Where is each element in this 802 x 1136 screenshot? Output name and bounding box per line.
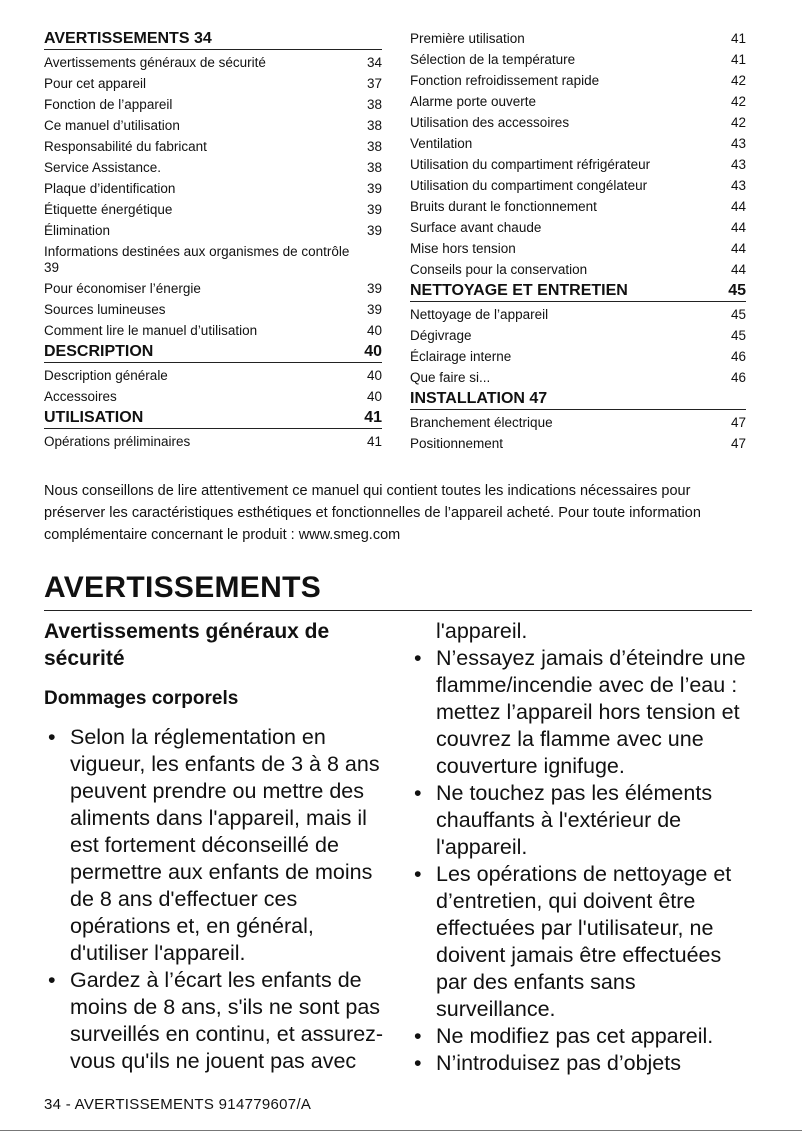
toc-label: Plaque d’identification [44,181,176,196]
toc-entry [44,115,382,136]
toc-entry [410,259,746,280]
toc-label: Branchement électrique [410,415,553,430]
toc-page-number: 46 [730,349,746,364]
toc-entry [44,278,382,299]
bullet-item [44,967,389,1075]
toc-label: Conseils pour la conservation [410,262,588,277]
body-column-left [44,618,389,1075]
toc-label: Mise hors tension [410,241,516,256]
toc-entry [410,433,746,454]
toc-page-number: 45 [730,328,746,343]
toc-label: Alarme porte ouverte [410,94,537,109]
toc-label: UTILISATION [44,409,144,426]
bullet-text: Ne touchez pas les éléments chauffants à l'extérieur de l'appareil. [436,781,713,859]
toc-entry [410,175,746,196]
bullet-item [44,724,389,967]
toc-page-number: 38 [366,160,382,175]
toc-page-number: 34 [366,55,382,70]
toc-page-number: 41 [364,409,382,426]
bullet-list-left [44,724,389,1075]
toc-entry [410,367,746,388]
toc-entry [44,220,382,241]
bottom-divider [0,1130,802,1131]
toc-entry [44,299,382,320]
bullet-dot-icon: • [414,862,422,886]
toc-label: Première utilisation [410,31,525,46]
bullet-dot-icon: • [48,968,56,992]
bullet-text: Gardez à l’écart les enfants de moins de 8 ans, s'ils ne sont pas surveillés en continu, et assurez-vous qu'ils ne jouent pas avec [70,968,384,1073]
toc-page-number: 40 [366,389,382,404]
bullet-text: N’essayez jamais d’éteindre une flamme/incendie avec de l’eau : mettez l’appareil hors tension et couvrez la flamme avec une couverture ignifuge. [436,646,746,778]
toc-entry [410,325,746,346]
toc-page-number: 40 [366,323,382,338]
toc-label: Service Assistance. [44,160,162,175]
toc-entry [44,94,382,115]
toc-section-heading [410,388,746,410]
toc-entry [44,199,382,220]
toc-page-number: 47 [730,415,746,430]
toc-label: Description générale [44,368,168,383]
toc-entry [44,241,382,278]
toc-entry [410,238,746,259]
toc-page-number: 44 [730,241,746,256]
bullet-dot-icon: • [414,781,422,805]
toc-page-number: 38 [366,118,382,133]
toc-entry [410,70,746,91]
toc-entry [44,73,382,94]
toc-label: Que faire si... [410,370,491,385]
toc-entry [44,431,382,452]
bullet-dot-icon: • [414,1051,422,1075]
toc-page-number: 40 [366,368,382,383]
body-column-right [410,618,755,1077]
bullet-continuation: l'appareil. [436,619,528,643]
toc-right-column [410,28,746,454]
bullet-text: N’introduisez pas d’objets [436,1051,681,1075]
toc-label: INSTALLATION 47 [410,390,548,407]
toc-entry [410,196,746,217]
toc-page-number: 42 [730,94,746,109]
bullet-item [410,1050,755,1077]
toc-page-number: 42 [730,115,746,130]
toc-entry [410,49,746,70]
toc-entry [410,217,746,238]
bullet-item [410,780,755,861]
section-title: AVERTISSEMENTS [44,568,752,611]
bullet-dot-icon: • [48,725,56,749]
bullet-list-right [410,645,755,1077]
toc-label: Utilisation du compartiment congélateur [410,178,648,193]
toc-entry [44,178,382,199]
toc-label: Dégivrage [410,328,472,343]
toc-section-heading [44,28,382,50]
toc-entry [410,154,746,175]
toc-label: Ce manuel d’utilisation [44,118,180,133]
toc-label: AVERTISSEMENTS 34 [44,30,212,47]
toc-label: Opérations préliminaires [44,434,191,449]
toc-page-number: 39 [366,223,382,238]
toc-page-number: 41 [366,434,382,449]
toc-page-number: 39 [366,281,382,296]
toc-label: Informations destinées aux organismes de contrôle 39 [44,244,350,275]
toc-page-number: 41 [730,52,746,67]
toc-label: DESCRIPTION [44,343,154,360]
toc-entry [410,346,746,367]
toc-section-heading [44,407,382,429]
section-subtitle: Avertissements généraux de sécurité [44,620,330,670]
toc-label: Pour cet appareil [44,76,147,91]
toc-entry [44,136,382,157]
toc-label: Fonction de l’appareil [44,97,173,112]
page-footer: 34 - AVERTISSEMENTS 914779607/A [44,1096,312,1113]
subheading: Dommages corporels [44,688,239,709]
toc-label: Pour économiser l’énergie [44,281,201,296]
toc-page-number: 45 [730,307,746,322]
toc-page-number: 44 [730,199,746,214]
toc-page-number: 37 [366,76,382,91]
toc-page-number: 39 [366,302,382,317]
toc-entry [410,28,746,49]
toc-label: Éclairage interne [410,349,512,364]
toc-label: Utilisation du compartiment réfrigérateur [410,157,651,172]
bullet-item [410,861,755,1023]
toc-label: NETTOYAGE ET ENTRETIEN [410,282,628,299]
bullet-text: Selon la réglementation en vigueur, les enfants de 3 à 8 ans peuvent prendre ou mettre des aliments dans l'appareil, mais il est fortement déconseillé de permettre aux enfants de moins de 8 ans d'effectuer ces opérations et, en général, d'utiliser l'appareil. [70,725,380,965]
bullet-text: Les opérations de nettoyage et d’entretien, qui doivent être effectuées par l'utilisateur, ne doivent jamais être effectuées par des enfants sans surveillance. [436,862,732,1021]
toc-entry [410,304,746,325]
toc-entry [44,365,382,386]
toc-entry [44,157,382,178]
toc-label: Positionnement [410,436,504,451]
toc-page-number: 43 [730,136,746,151]
toc-page-number: 39 [366,202,382,217]
bullet-text: Ne modifiez pas cet appareil. [436,1024,714,1048]
toc-entry [44,320,382,341]
toc-label: Fonction refroidissement rapide [410,73,600,88]
toc-page-number: 41 [730,31,746,46]
toc-label: Comment lire le manuel d’utilisation [44,323,258,338]
toc-section-heading [410,280,746,302]
bullet-dot-icon: • [414,646,422,670]
toc-label: Surface avant chaude [410,220,542,235]
toc-page-number: 44 [730,262,746,277]
toc-entry [44,386,382,407]
toc-page-number: 44 [730,220,746,235]
toc-entry [410,112,746,133]
toc-entry [44,52,382,73]
toc-label: Accessoires [44,389,117,404]
toc-entry [410,91,746,112]
toc-section-heading [44,341,382,363]
toc-page-number: 46 [730,370,746,385]
toc-label: Avertissements généraux de sécurité [44,55,266,70]
bullet-item [410,1023,755,1050]
toc-label: Ventilation [410,136,473,151]
bullet-item [410,645,755,780]
toc-label: Étiquette énergétique [44,202,173,217]
toc-page-number: 40 [364,343,382,360]
toc-page-number: 43 [730,178,746,193]
toc-page-number: 39 [366,181,382,196]
intro-paragraph: Nous conseillons de lire attentivement ce manuel qui contient toutes les indications nécessaires pour préserver les caractéristiques esthétiques et fonctionnelles de l’appareil acheté. Pour toute information complémentaire concernant le produit : www.smeg.com [44,483,701,543]
toc-page-number: 42 [730,73,746,88]
toc-left-column [44,28,382,452]
toc-label: Bruits durant le fonctionnement [410,199,597,214]
toc-label: Sources lumineuses [44,302,166,317]
toc-page-number: 45 [728,282,746,299]
bullet-dot-icon: • [414,1024,422,1048]
toc-label: Responsabilité du fabricant [44,139,207,154]
toc-label: Nettoyage de l’appareil [410,307,549,322]
toc-label: Sélection de la température [410,52,576,67]
toc-label: Utilisation des accessoires [410,115,570,130]
toc-page-number: 38 [366,97,382,112]
toc-entry [410,412,746,433]
toc-page-number: 38 [366,139,382,154]
toc-entry [410,133,746,154]
toc-page-number: 43 [730,157,746,172]
toc-label: Élimination [44,223,111,238]
toc-page-number: 47 [730,436,746,451]
